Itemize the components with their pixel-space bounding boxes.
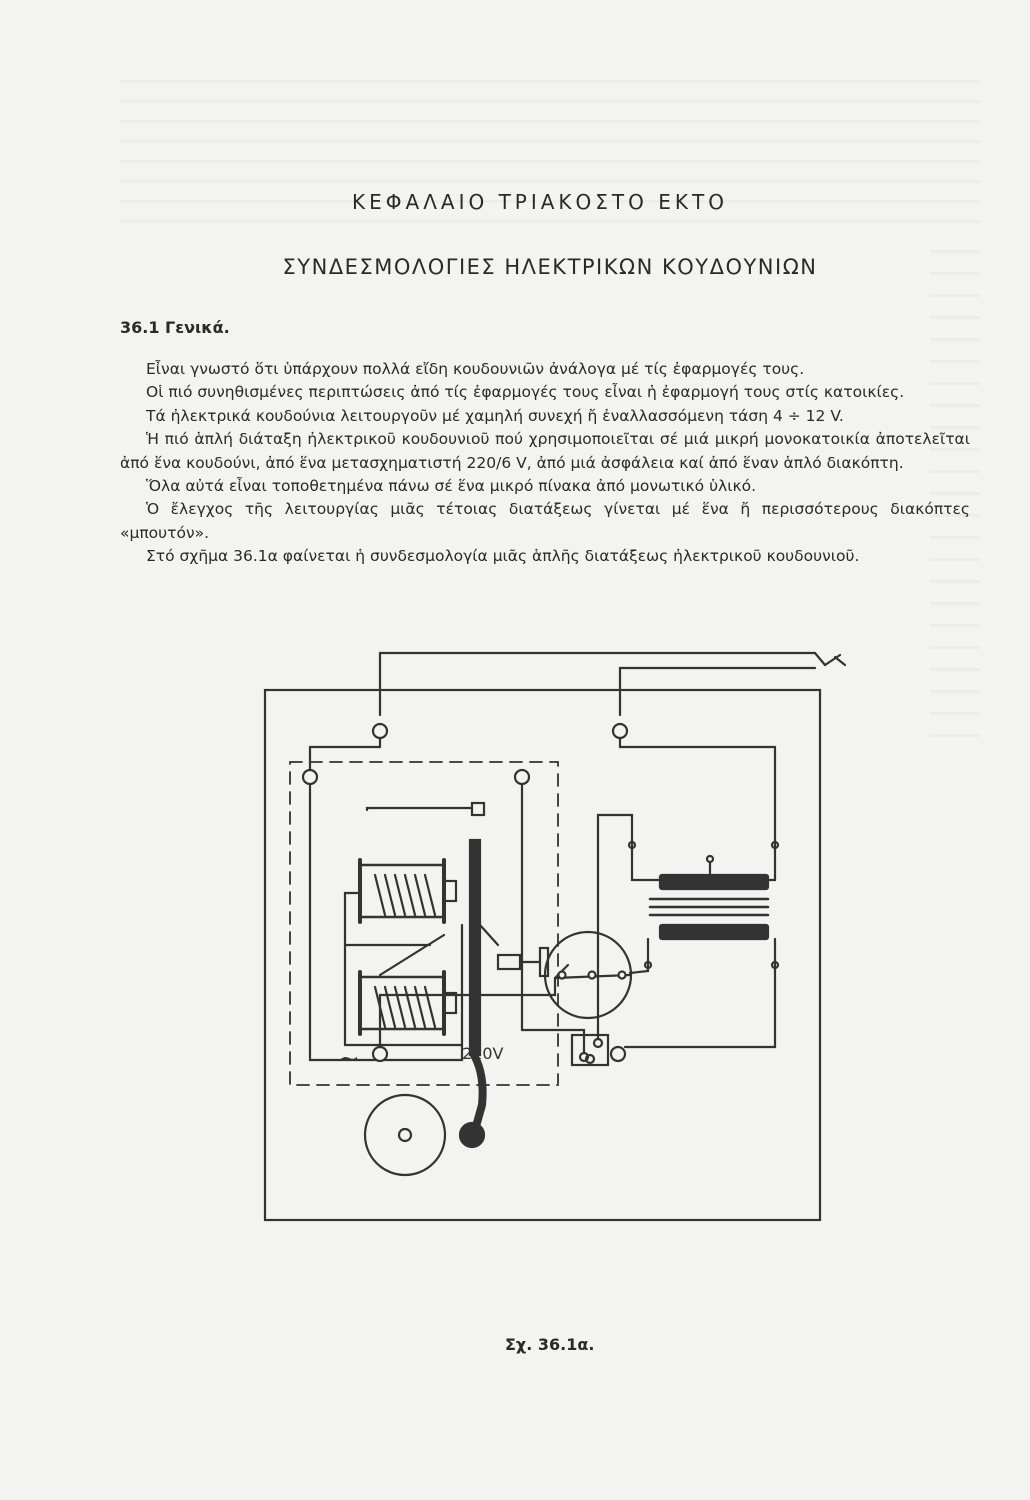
paragraph: Ἡ πιό ἁπλή διάταξη ἠλεκτρικοῦ κουδουνιοῦ πού χρησιμοποιεῖται σέ μιά μικρή μονοκατοικία ἀποτελεῖται ἀπό ἕνα κουδούνι, ἀπό ἕνα μετασχηματιστή 220/6 V, ἀπό μιά ἀσφάλεια καί ἀπό ἕναν ἁπλό διακόπτη.	[120, 430, 970, 472]
paragraph: Ὅλα αὐτά εἶναι τοποθετημένα πάνω σέ ἕνα μικρό πίνακα ἀπό μονωτικό ὑλικό.	[146, 477, 757, 496]
supply-terminal	[611, 1047, 625, 1061]
bell-gong	[365, 1095, 445, 1175]
paragraph: Ὁ ἔλεγχος τῆς λειτουργίας μιᾶς τέτοιας διατάξεως γίνεται μέ ἕνα ἤ περισσότερους διακόπτες «μπουτόν».	[120, 500, 970, 542]
contact-terminal	[472, 803, 484, 815]
insulating-panel	[265, 690, 820, 1220]
wire	[367, 808, 477, 810]
ac-symbol: ~	[338, 1044, 360, 1074]
show-through-text	[120, 80, 980, 240]
wire	[620, 738, 775, 817]
adjust-screw	[498, 955, 520, 969]
armature	[470, 840, 480, 1055]
wire	[380, 653, 815, 715]
terminal	[303, 770, 317, 784]
wire	[310, 784, 462, 1060]
wire	[632, 817, 660, 880]
bell-enclosure	[290, 762, 558, 1085]
figure-caption: Σχ. 36.1α.	[505, 1335, 595, 1354]
terminal	[373, 724, 387, 738]
chapter-heading: ΚΕΦΑΛΑΙΟ ΤΡΙΑΚΟΣΤΟ ΕΚΤΟ	[352, 190, 728, 214]
wire	[522, 1030, 584, 1053]
hammer-arm	[474, 1055, 483, 1130]
supply-terminal	[373, 1047, 387, 1061]
supply-fuse	[545, 932, 631, 1018]
wire	[380, 935, 444, 975]
transformer-primary-winding	[660, 925, 768, 939]
push-button-switch	[815, 653, 845, 665]
wire	[625, 965, 775, 1047]
wire	[310, 747, 380, 770]
transformer-secondary-winding	[660, 875, 768, 889]
electromagnet-coil	[360, 972, 456, 1034]
wiring-diagram	[250, 635, 850, 1235]
section-title: 36.1 Γενικά.	[120, 318, 230, 337]
hammer	[460, 1123, 484, 1147]
paragraph: Εἶναι γνωστό ὅτι ὑπάρχουν πολλά εἴδη κουδουνιῶν ἀνάλογα μέ τίς ἐφαρμογές τους.	[146, 360, 805, 378]
supply-voltage-label: 220V	[462, 1044, 504, 1063]
terminal	[613, 724, 627, 738]
chapter-title: ΣΥΝΔΕΣΜΟΛΟΓΙΕΣ ΗΛΕΚΤΡΙΚΩΝ ΚΟΥΔΟΥΝΙΩΝ	[282, 255, 818, 279]
electromagnet-coil	[360, 860, 456, 922]
wire	[620, 668, 815, 715]
gong-center	[399, 1129, 411, 1141]
transformer-tap	[707, 856, 713, 862]
paragraph: Τά ἠλεκτρικά κουδούνια λειτουργοῦν μέ χαμηλή συνεχή ἤ ἐναλλασσόμενη τάση 4 ÷ 12 V.	[146, 406, 844, 425]
terminal	[515, 770, 529, 784]
fuse-terminal	[594, 1039, 602, 1047]
wire	[598, 815, 632, 1039]
body-text	[120, 358, 970, 569]
paragraph: Οἱ πιό συνηθισμένες περιπτώσεις ἀπό τίς ἐφαρμογές τους εἶναι ἡ ἐφαρμογή τους στίς κατοικίες.	[146, 383, 905, 402]
spring-contact	[480, 925, 498, 945]
fuse-holder	[572, 1035, 608, 1065]
paragraph: Στό σχῆμα 36.1α φαίνεται ἡ συνδεσμολογία μιᾶς ἁπλῆς διατάξεως ἠλεκτρικοῦ κουδουνιοῦ.	[146, 547, 860, 566]
